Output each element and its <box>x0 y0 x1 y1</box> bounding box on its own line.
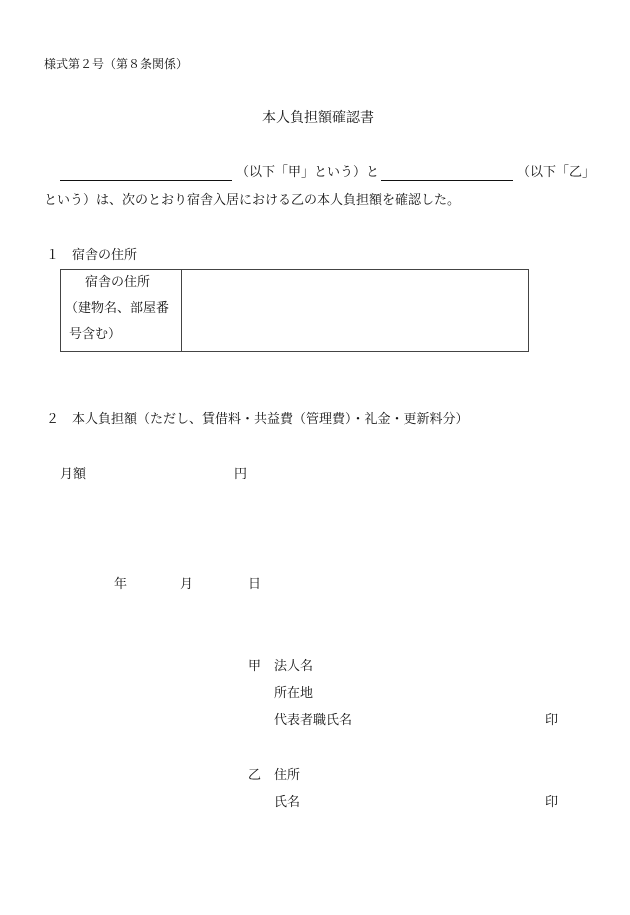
party-a-seal: 印 <box>545 713 559 728</box>
address-label-cell <box>61 270 182 352</box>
address-label-line: 宿舎の住所 <box>85 275 151 290</box>
intro-part2: （以下「乙」 <box>517 165 596 180</box>
party-b-name-label: 氏名 <box>274 795 301 810</box>
form-number: 様式第２号（第８条関係） <box>44 57 189 71</box>
party-b-address-label: 住所 <box>274 768 301 783</box>
address-table <box>60 269 529 352</box>
yen-unit: 円 <box>234 467 248 482</box>
section1-heading: １ 宿舎の住所 <box>46 248 138 263</box>
address-label-line: 号含む） <box>69 327 122 342</box>
date-day: 日 <box>248 577 262 592</box>
monthly-amount-label: 月額 <box>60 467 87 482</box>
intro-line2: という）は、次のとおり宿舎入居における乙の本人負担額を確認した。 <box>44 193 461 208</box>
address-value-cell[interactable] <box>182 270 529 352</box>
document-title: 本人負担額確認書 <box>262 110 374 126</box>
party-b-mark: 乙 <box>248 768 262 783</box>
date-month: 月 <box>180 577 194 592</box>
party-a-representative-label: 代表者職氏名 <box>274 713 353 728</box>
party-b-seal: 印 <box>545 795 559 810</box>
party-a-name-underline <box>60 180 232 181</box>
party-b-name-underline <box>381 180 513 181</box>
intro-part1: （以下「甲」という）と <box>236 165 380 180</box>
party-a-mark: 甲 <box>248 659 262 674</box>
party-a-corporation-label: 法人名 <box>274 659 314 674</box>
address-label-line: （建物名、部屋番 <box>65 301 170 316</box>
date-year: 年 <box>114 577 128 592</box>
party-a-address-label: 所在地 <box>274 686 314 701</box>
section2-heading: ２ 本人負担額（ただし、賃借料・共益費（管理費）・礼金・更新料分） <box>46 412 469 427</box>
